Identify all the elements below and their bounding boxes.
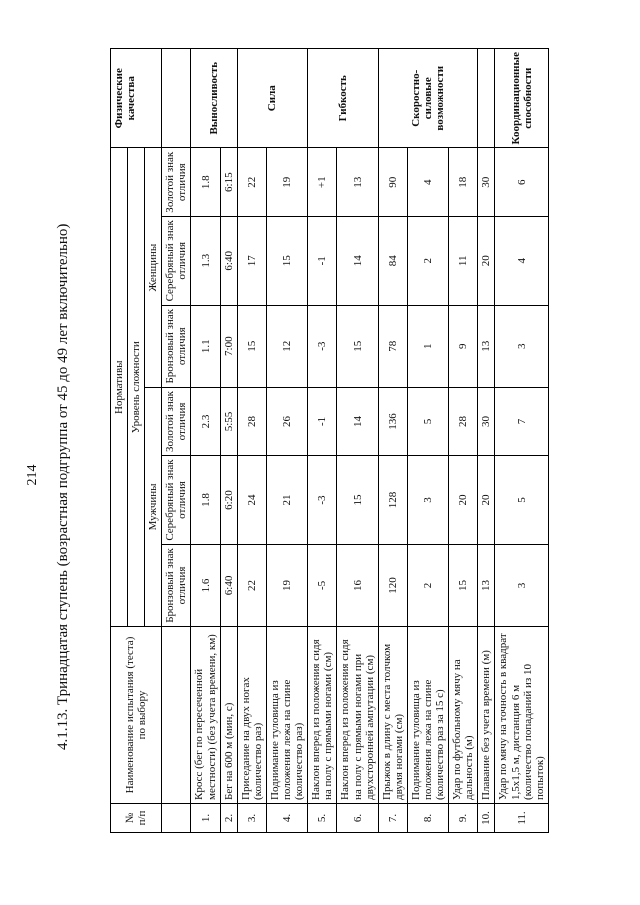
men-gold: 30 (478, 387, 495, 455)
men-bronze: 19 (266, 544, 307, 626)
row-num: 10. (478, 804, 495, 833)
row-name: Кросс (бег по пересеченной местности) (без учета времени, км) (191, 627, 220, 804)
header-women: Женщины (145, 148, 162, 387)
men-bronze: -5 (308, 544, 337, 626)
table-row (449, 49, 478, 833)
table-row (266, 49, 307, 833)
table-row (495, 49, 548, 833)
men-gold: 14 (337, 387, 378, 455)
men-silver: -3 (308, 456, 337, 545)
men-gold: -1 (308, 387, 337, 455)
men-gold: 28 (449, 387, 478, 455)
men-silver: 20 (449, 456, 478, 545)
men-gold: 2.3 (191, 387, 220, 455)
women-bronze: 15 (337, 305, 378, 387)
header-num: № п/п (111, 804, 162, 833)
men-gold: 136 (378, 387, 407, 455)
quality-blank (478, 49, 495, 148)
row-num: 5. (308, 804, 337, 833)
women-bronze: -3 (308, 305, 337, 387)
header-name: Наименование испытания (теста) по выбору (111, 627, 162, 804)
row-num: 1. (191, 804, 220, 833)
men-bronze: 13 (478, 544, 495, 626)
table-row (378, 49, 407, 833)
men-silver: 24 (237, 456, 266, 545)
quality-endurance: Выносливость (191, 49, 237, 148)
men-silver: 1.8 (191, 456, 220, 545)
men-silver: 128 (378, 456, 407, 545)
men-bronze: 1.6 (191, 544, 220, 626)
row-num: 11. (495, 804, 548, 833)
women-gold: 6:15 (220, 148, 237, 216)
men-silver: 6:20 (220, 456, 237, 545)
table-row (191, 49, 220, 833)
women-bronze: 9 (449, 305, 478, 387)
men-silver: 21 (266, 456, 307, 545)
men-bronze: 6:40 (220, 544, 237, 626)
men-gold: 7 (495, 387, 548, 455)
header-men-gold: Золотой знак отличия (162, 387, 191, 455)
row-name: Удар по футбольному мячу на дальность (м) (449, 627, 478, 804)
row-name: Прыжок в длину с места толчком двумя ногами (см) (378, 627, 407, 804)
table-row (220, 49, 237, 833)
men-bronze: 15 (449, 544, 478, 626)
row-num: 8. (407, 804, 448, 833)
men-silver: 15 (337, 456, 378, 545)
women-gold: 19 (266, 148, 307, 216)
header-men-bronze: Бронзовый знак отличия (162, 544, 191, 626)
page-number: 214 (25, 464, 40, 486)
men-silver: 5 (495, 456, 548, 545)
row-name: Удар по мячу на точность в квадрат 1,5х1,5 м, дистанция 6 м (количество попаданий из 10 попыток) (495, 627, 548, 804)
men-gold: 5 (407, 387, 448, 455)
header-blank-name (162, 627, 191, 804)
quality-flexibility: Гибкость (308, 49, 378, 148)
row-num: 2. (220, 804, 237, 833)
women-silver: -1 (308, 216, 337, 305)
header-women-gold: Золотой знак отличия (162, 148, 191, 216)
women-silver: 6:40 (220, 216, 237, 305)
women-silver: 11 (449, 216, 478, 305)
quality-coordination: Координационные способности (495, 49, 548, 148)
women-silver: 14 (337, 216, 378, 305)
row-name: Поднимание туловища из положения лежа на спине (количество раз за 15 с) (407, 627, 448, 804)
men-bronze: 120 (378, 544, 407, 626)
women-gold: 90 (378, 148, 407, 216)
women-bronze: 78 (378, 305, 407, 387)
women-bronze: 3 (495, 305, 548, 387)
women-silver: 17 (237, 216, 266, 305)
men-gold: 28 (237, 387, 266, 455)
header-men-silver: Серебряный знак отличия (162, 456, 191, 545)
women-silver: 1.3 (191, 216, 220, 305)
row-name: Плавание без учета времени (м) (478, 627, 495, 804)
men-bronze: 3 (495, 544, 548, 626)
women-bronze: 15 (237, 305, 266, 387)
women-gold: 1.8 (191, 148, 220, 216)
header-norms: Нормативы (111, 148, 128, 627)
row-num: 6. (337, 804, 378, 833)
header-women-silver: Серебряный знак отличия (162, 216, 191, 305)
row-name: Наклон вперед из положения сидя на полу с прямыми ногами при двухсторонней ампутации (см) (337, 627, 378, 804)
women-gold: 30 (478, 148, 495, 216)
men-bronze: 22 (237, 544, 266, 626)
women-bronze: 7:00 (220, 305, 237, 387)
row-name: Бег на 600 м (мин, с) (220, 627, 237, 804)
table-caption: 4.1.13. Тринадцатая ступень (возрастная подгруппа от 45 до 49 лет включительно) (55, 223, 71, 750)
men-silver: 3 (407, 456, 448, 545)
men-silver: 20 (478, 456, 495, 545)
men-bronze: 2 (407, 544, 448, 626)
header-quality: Физические качества (111, 49, 162, 148)
quality-speed-strength: Скоростно-силовые возможности (378, 49, 478, 148)
women-gold: 22 (237, 148, 266, 216)
women-bronze: 1 (407, 305, 448, 387)
women-gold: 13 (337, 148, 378, 216)
women-gold: +1 (308, 148, 337, 216)
table-row (337, 49, 378, 833)
row-name: Поднимание туловища из положения лежа на спине (количество раз) (266, 627, 307, 804)
women-silver: 15 (266, 216, 307, 305)
row-num: 3. (237, 804, 266, 833)
row-num: 7. (378, 804, 407, 833)
women-bronze: 12 (266, 305, 307, 387)
men-gold: 26 (266, 387, 307, 455)
header-level: Уровень сложности (128, 148, 145, 627)
women-silver: 2 (407, 216, 448, 305)
women-silver: 4 (495, 216, 548, 305)
women-silver: 20 (478, 216, 495, 305)
row-num: 9. (449, 804, 478, 833)
women-silver: 84 (378, 216, 407, 305)
header-blank-num (162, 804, 191, 833)
header-blank-quality (162, 49, 191, 148)
row-name: Наклон вперед из положения сидя на полу с прямыми ногами (см) (308, 627, 337, 804)
men-bronze: 16 (337, 544, 378, 626)
women-bronze: 13 (478, 305, 495, 387)
men-gold: 5:55 (220, 387, 237, 455)
table-row (407, 49, 448, 833)
women-gold: 4 (407, 148, 448, 216)
table-row (237, 49, 266, 833)
women-gold: 6 (495, 148, 548, 216)
table-row (478, 49, 495, 833)
women-bronze: 1.1 (191, 305, 220, 387)
row-num: 4. (266, 804, 307, 833)
header-women-bronze: Бронзовый знак отличия (162, 305, 191, 387)
quality-strength: Сила (237, 49, 307, 148)
norms-table (110, 48, 549, 833)
table-row (308, 49, 337, 833)
header-men: Мужчины (145, 387, 162, 626)
women-gold: 18 (449, 148, 478, 216)
row-name: Приседание на двух ногах (количество раз) (237, 627, 266, 804)
